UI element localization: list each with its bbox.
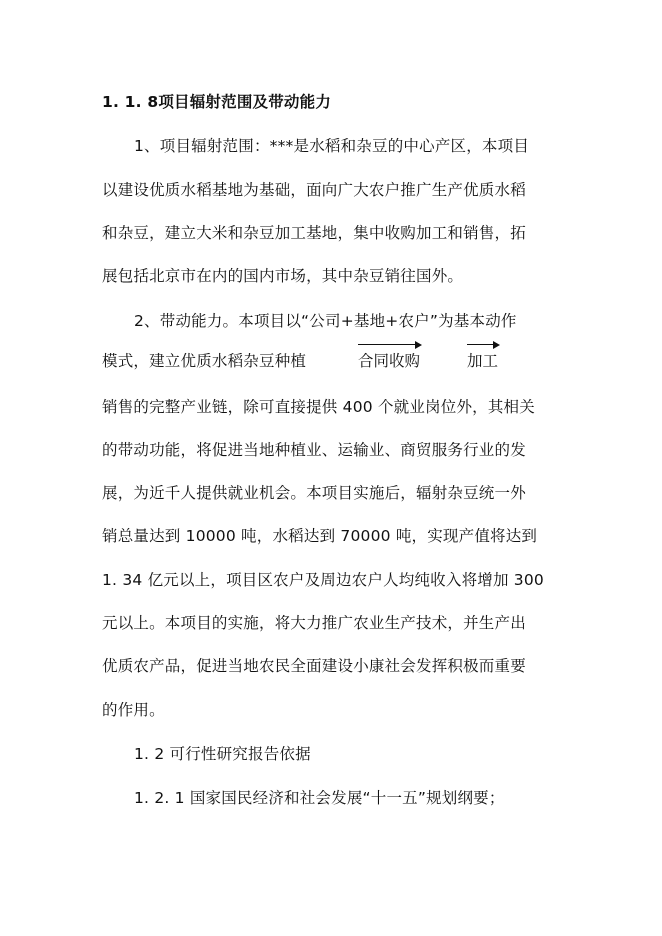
flow-step-processing — [467, 351, 498, 371]
para2-line-2-prefix: 模式，建立优质水稻杂豆种植 — [102, 352, 307, 370]
subsection-heading: 1. 2 可行性研究报告依据 — [134, 745, 311, 763]
right-arrow-icon — [467, 344, 498, 345]
flow-step-processing-label: 加工 — [467, 352, 499, 370]
flow-step-contract-purchase — [358, 351, 420, 371]
para2-line-5: 展，为近千人提供就业机会。本项目实施后，辐射杂豆统一外 — [102, 484, 526, 502]
para1-line-1: 1、项目辐射范围：***是水稻和杂豆的中心产区，本项目 — [134, 137, 530, 155]
para2-line-8: 元以上。本项目的实施，将大力推广农业生产技术，并生产出 — [102, 614, 526, 632]
para1-line-2: 以建设优质水稻基地为基础，面向广大农户推广生产优质水稻 — [102, 181, 526, 199]
right-arrow-icon — [358, 344, 420, 345]
para2-line-4: 的带动功能，将促进当地种植业、运输业、商贸服务行业的发 — [102, 441, 526, 459]
flow-step-contract-purchase-label: 合同收购 — [358, 352, 421, 370]
para2-line-6: 销总量达到 10000 吨，水稻达到 70000 吨，实现产值将达到 — [102, 527, 538, 545]
para2-line-7: 1. 34 亿元以上，项目区农户及周边农户人均纯收入将增加 300 — [102, 571, 544, 589]
para1-line-3: 和杂豆，建立大米和杂豆加工基地，集中收购加工和销售，拓 — [102, 224, 526, 242]
para2-line-9: 优质农产品，促进当地农民全面建设小康社会发挥积极而重要 — [102, 657, 526, 675]
subsubsection-heading: 1. 2. 1 国家国民经济和社会发展“十一五”规划纲要； — [134, 789, 505, 807]
para2-line-1: 2、带动能力。本项目以“公司+基地+农户”为基本动作 — [134, 312, 517, 330]
para2-line-10: 的作用。 — [102, 701, 165, 719]
para1-line-4: 展包括北京市在内的国内市场，其中杂豆销往国外。 — [102, 267, 464, 285]
section-heading: 1. 1. 8项目辐射范围及带动能力 — [102, 93, 332, 111]
para2-line-3: 销售的完整产业链，除可直接提供 400 个就业岗位外，其相关 — [102, 398, 535, 416]
